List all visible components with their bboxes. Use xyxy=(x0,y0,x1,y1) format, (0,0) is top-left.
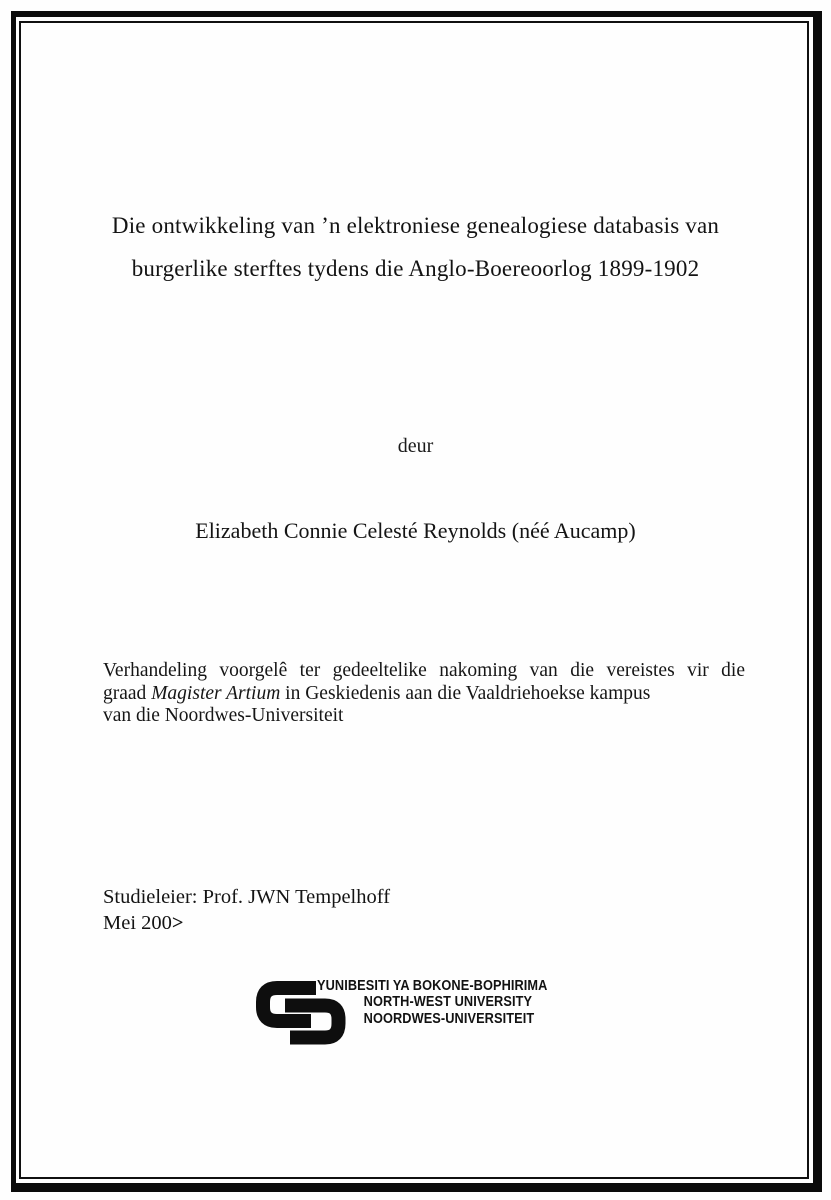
byline-deur: deur xyxy=(397,435,434,457)
supervisor-and-date xyxy=(103,884,390,936)
author-name: Elizabeth Connie Celesté Reynolds (néé Aucamp) xyxy=(195,518,636,543)
thesis-title-line2: burgerlike sterftes tydens die Anglo-Boereoorlog 1899-1902 xyxy=(131,256,700,281)
university-logo-text xyxy=(317,978,547,1027)
logo-text-setswana: YUNIBESITI YA BOKONE-BOPHIRIMA xyxy=(317,978,548,994)
thesis-title-line1: Die ontwikkeling van ’n elektroniese genealogiese databasis van xyxy=(111,213,720,238)
degree-statement xyxy=(103,660,745,728)
date-last-digit-glyph: > xyxy=(171,912,184,934)
degree-statement-line3: van die Noordwes-Universiteit xyxy=(103,705,344,726)
logo-text-english: NORTH-WEST UNIVERSITY xyxy=(363,994,533,1011)
university-logo xyxy=(253,975,583,1055)
date-prefix: Mei 200 xyxy=(103,912,172,934)
degree-statement-line2 xyxy=(103,683,745,706)
degree-statement-line1: Verhandeling voorgelê ter gedeeltelike nakoming van die vereistes vir die xyxy=(103,660,745,681)
degree-name-italic: Magister Artium xyxy=(151,682,281,704)
logo-text-afrikaans: NOORDWES-UNIVERSITEIT xyxy=(363,1010,535,1027)
degree-statement-line2-post: in Geskiedenis aan die Vaaldriehoekse kampus xyxy=(280,682,651,704)
degree-statement-line2-pre: graad xyxy=(103,682,152,704)
thesis-title xyxy=(40,204,791,290)
supervisor-line: Studieleier: Prof. JWN Tempelhoff xyxy=(103,886,391,908)
date-line xyxy=(103,910,390,936)
